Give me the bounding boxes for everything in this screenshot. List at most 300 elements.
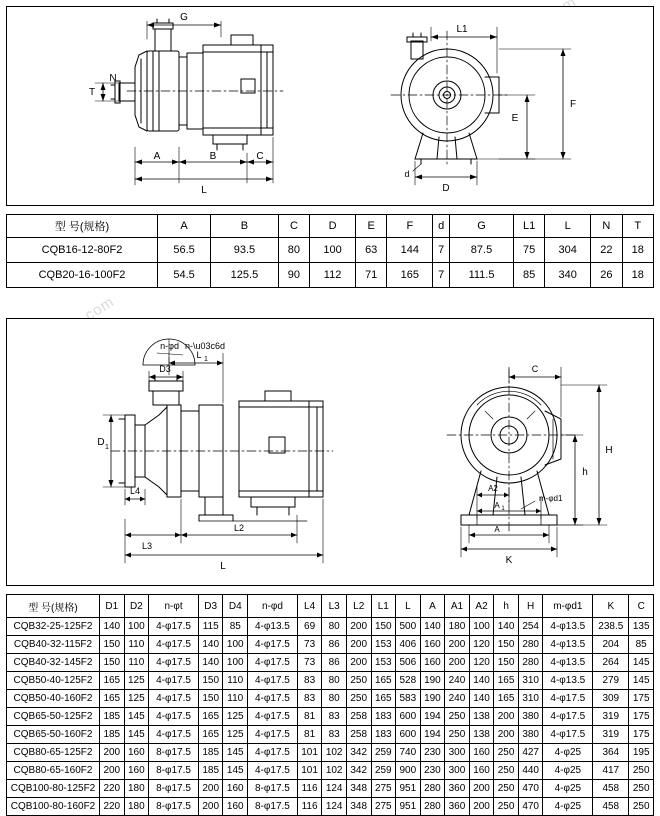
figure-large-frame [6,318,654,586]
table2-cell: 165 [100,690,125,708]
table2-cell: CQB100-80-125F2 [7,780,100,798]
svg-text:G: G [180,12,188,23]
table2-cell: 380 [518,708,543,726]
table2-cell: CQB65-50-125F2 [7,708,100,726]
table2-cell: 309 [593,690,629,708]
table2-cell: 160 [223,780,248,798]
table2-cell: 185 [198,744,223,762]
table-row [7,654,654,672]
table1-cell: 18 [622,238,653,263]
table2-cell: 250 [346,672,371,690]
svg-text:1: 1 [501,506,505,512]
table-row [7,726,654,744]
table2-cell: 160 [469,762,494,780]
table2-cell: 180 [124,798,149,816]
table1-header-cell: 型 号(规格) [7,215,158,238]
table2-cell: 100 [124,618,149,636]
table1-cell: CQB16-12-80F2 [7,238,158,263]
table2-cell: 120 [469,654,494,672]
table2-header-cell: h [494,595,519,618]
table2-cell: 364 [593,744,629,762]
table1-cell: 87.5 [450,238,514,263]
table2-cell: 200 [469,798,494,816]
table2-cell: 458 [593,798,629,816]
table2-cell: 102 [322,762,347,780]
table2-cell: 951 [396,780,421,798]
table2-cell: 160 [469,744,494,762]
table2-cell: 200 [445,636,470,654]
table2-cell: 8-φ17.5 [149,780,199,798]
table2-cell: 180 [124,780,149,798]
svg-text:n-\u03c6d: n-\u03c6d [185,341,226,351]
svg-text:C: C [256,151,264,162]
table1-cell: 304 [545,238,591,263]
table2-cell: 258 [346,708,371,726]
table2-cell: 4-φ25 [543,744,593,762]
table2-header-cell: H [518,595,543,618]
table2-cell: 124 [322,798,347,816]
table1-cell: 63 [356,238,387,263]
table1-cell: 90 [278,263,309,288]
table2-cell: 259 [371,762,396,780]
table2-header-cell: D4 [223,595,248,618]
table2-cell: 280 [420,798,445,816]
table2-cell: 175 [629,690,654,708]
table2-cell: 200 [494,708,519,726]
table2-cell: 528 [396,672,421,690]
table1-header-cell: E [356,215,387,238]
table1-header-cell: T [622,215,653,238]
table2-cell: 110 [124,654,149,672]
table2-cell: 348 [346,780,371,798]
table2-cell: 124 [322,780,347,798]
table2-cell: 900 [396,762,421,780]
table-row [7,238,654,263]
table2-cell: 310 [518,672,543,690]
table2-cell: 145 [223,762,248,780]
table2-cell: 8-φ17.5 [149,798,199,816]
table-row [7,708,654,726]
table2-cell: 140 [198,636,223,654]
table2-cell: 348 [346,798,371,816]
table1-cell: 80 [278,238,309,263]
table2-cell: 4-φ17.5 [149,654,199,672]
svg-text:L4: L4 [129,486,141,496]
table2-cell: 240 [445,672,470,690]
figure-small-frame [6,6,654,206]
table-row [7,690,654,708]
table1-cell: 100 [310,238,356,263]
table2-cell: 470 [518,798,543,816]
table2-cell: 116 [297,780,322,798]
table2-header-cell: m-φd1 [543,595,593,618]
table1-header-cell: D [310,215,356,238]
table2-cell: 280 [420,780,445,798]
table2-cell: 250 [629,780,654,798]
table2-cell: 138 [469,708,494,726]
table2-cell: 264 [593,654,629,672]
table2-cell: 86 [322,636,347,654]
table2-cell: 4-φ13.5 [543,654,593,672]
table2-cell: 145 [124,726,149,744]
table2-cell: CQB32-25-125F2 [7,618,100,636]
table1-cell: 71 [356,263,387,288]
table-row [7,762,654,780]
table2-header-cell: n-φt [149,595,199,618]
table2-cell: CQB80-65-160F2 [7,762,100,780]
table2-cell: 175 [629,726,654,744]
table2-cell: 190 [420,672,445,690]
table2-cell: 115 [198,618,223,636]
table1-header-cell: L1 [513,215,544,238]
table1-cell: 340 [545,263,591,288]
svg-text:m-φd1: m-φd1 [539,494,563,503]
table-large-frame [6,594,654,816]
table2-cell: 81 [297,726,322,744]
table2-cell: 140 [494,618,519,636]
svg-text:C: C [531,364,539,374]
table2-cell: 4-φ17.5 [543,708,593,726]
table2-cell: 4-φ17.5 [248,636,298,654]
table2-cell: 153 [371,654,396,672]
table2-cell: 135 [629,618,654,636]
table2-cell: 165 [494,690,519,708]
table2-cell: 342 [346,744,371,762]
table-row [7,744,654,762]
table2-cell: 140 [198,654,223,672]
svg-text:H: H [605,445,613,456]
table2-cell: 4-φ17.5 [248,690,298,708]
table2-cell: 506 [396,654,421,672]
table1-cell: 112 [310,263,356,288]
table2-cell: CQB100-80-160F2 [7,798,100,816]
table2-cell: 183 [371,708,396,726]
table2-cell: 200 [198,798,223,816]
table2-cell: 200 [494,726,519,744]
table2-cell: 150 [371,618,396,636]
table2-cell: 194 [420,726,445,744]
table2-cell: 150 [100,636,125,654]
table2-cell: 194 [420,708,445,726]
svg-text:B: B [209,151,217,162]
table2-cell: 101 [297,744,322,762]
table2-cell: 4-φ13.5 [543,618,593,636]
table2-cell: CQB50-40-160F2 [7,690,100,708]
table2-cell: 600 [396,726,421,744]
table2-cell: 140 [420,618,445,636]
table2-cell: 583 [396,690,421,708]
table2-cell: 145 [629,672,654,690]
svg-text:E: E [511,113,519,124]
table-row [7,780,654,798]
table2-cell: 319 [593,726,629,744]
table2-cell: 250 [445,726,470,744]
table2-cell: 4-φ17.5 [248,762,298,780]
table1-cell: 125.5 [211,263,279,288]
table2-cell: 458 [593,780,629,798]
table2-cell: 200 [198,780,223,798]
table2-cell: 440 [518,762,543,780]
svg-text:L: L [201,185,207,196]
table2-cell: 254 [518,618,543,636]
table1-cell: 144 [387,238,433,263]
table2-cell: 4-φ17.5 [248,726,298,744]
table2-cell: 4-φ17.5 [248,654,298,672]
table1-cell: 18 [622,263,653,288]
table2-cell: 500 [396,618,421,636]
table2-cell: 342 [346,762,371,780]
table2-cell: 185 [100,708,125,726]
table2-cell: 259 [371,744,396,762]
svg-text:1: 1 [204,356,208,363]
table2-header-cell: D2 [124,595,149,618]
table2-cell: 165 [198,708,223,726]
table2-cell: 125 [223,708,248,726]
table1-cell: 93.5 [211,238,279,263]
table2-header-cell: L4 [297,595,322,618]
table2-cell: 150 [198,690,223,708]
table2-cell: 195 [629,744,654,762]
svg-text:L3: L3 [141,541,153,551]
table2-header-cell: 型 号(规格) [7,595,100,618]
table2-cell: 120 [469,636,494,654]
table2-cell: 110 [223,672,248,690]
table2-cell: 250 [629,762,654,780]
table2-cell: CQB40-32-145F2 [7,654,100,672]
table2-cell: 250 [494,798,519,816]
table2-cell: 83 [322,726,347,744]
table-header-row [7,215,654,238]
table1-cell: 26 [591,263,622,288]
table2-cell: 73 [297,654,322,672]
table2-cell: 238.5 [593,618,629,636]
table2-cell: 4-φ17.5 [248,744,298,762]
table2-header-cell: D1 [100,595,125,618]
table2-cell: 125 [223,726,248,744]
table2-header-cell: C [629,595,654,618]
table2-header-cell: A2 [469,595,494,618]
table2-cell: 4-φ25 [543,798,593,816]
table2-cell: 80 [322,672,347,690]
table2-cell: 8-φ17.5 [248,798,298,816]
table2-header-cell: D3 [198,595,223,618]
table2-cell: 160 [124,762,149,780]
table2-cell: 153 [371,636,396,654]
table2-header-cell: L2 [346,595,371,618]
table2-cell: 4-φ25 [543,780,593,798]
table2-cell: 190 [420,690,445,708]
svg-text:L: L [220,561,226,572]
table2-cell: 145 [124,708,149,726]
table2-cell: 200 [346,618,371,636]
table2-cell: 102 [322,744,347,762]
table2-cell: 73 [297,636,322,654]
table2-cell: 300 [445,744,470,762]
table1-cell: 111.5 [450,263,514,288]
table2-cell: 220 [100,780,125,798]
table2-cell: 427 [518,744,543,762]
table1-header-cell: G [450,215,514,238]
table2-cell: 140 [469,672,494,690]
table2-cell: CQB40-32-115F2 [7,636,100,654]
table2-cell: 4-φ17.5 [248,708,298,726]
table2-cell: 180 [445,618,470,636]
table2-cell: 125 [124,690,149,708]
table2-cell: 4-φ13.5 [248,618,298,636]
table2-cell: 160 [223,798,248,816]
table2-cell: 200 [445,654,470,672]
table2-cell: 300 [445,762,470,780]
table2-cell: 8-φ17.5 [149,744,199,762]
table2-cell: 100 [223,654,248,672]
table1-header-cell: B [211,215,279,238]
svg-text:D3: D3 [159,364,171,374]
table2-cell: CQB80-65-125F2 [7,744,100,762]
table2-cell: 380 [518,726,543,744]
svg-text:L2: L2 [233,523,245,533]
table2-cell: 279 [593,672,629,690]
table2-cell: 250 [629,798,654,816]
table2-cell: 185 [100,726,125,744]
table2-cell: 145 [223,744,248,762]
table2-cell: 185 [198,762,223,780]
table2-cell: 250 [494,744,519,762]
svg-text:1: 1 [105,444,109,451]
table2-cell: 360 [445,798,470,816]
table2-header-cell: A [420,595,445,618]
figure1-drawing [7,7,653,205]
table2-cell: 230 [420,762,445,780]
table2-cell: 81 [297,708,322,726]
table2-cell: 110 [124,636,149,654]
table2-cell: 258 [346,726,371,744]
table2-cell: 250 [346,690,371,708]
table2-cell: 250 [445,708,470,726]
table2-cell: 165 [371,690,396,708]
table2-cell: 4-φ17.5 [149,672,199,690]
table2-cell: 200 [346,654,371,672]
table2-cell: 4-φ17.5 [149,618,199,636]
table2-cell: 275 [371,780,396,798]
table2-cell: 250 [494,780,519,798]
table2-cell: 4-φ25 [543,762,593,780]
table2-cell: 4-φ17.5 [149,690,199,708]
table2-header-cell: A1 [445,595,470,618]
table2-cell: 4-φ13.5 [543,636,593,654]
table2-cell: 220 [100,798,125,816]
table2-cell: 319 [593,708,629,726]
svg-text:L: L [196,350,202,360]
table2-cell: 145 [629,654,654,672]
table2-cell: 160 [124,744,149,762]
table1-header-cell: C [278,215,309,238]
table2-cell: 230 [420,744,445,762]
svg-text:L1: L1 [456,24,468,35]
table2-cell: 69 [297,618,322,636]
table-row [7,798,654,816]
table2-cell: 8-φ17.5 [149,762,199,780]
table2-cell: 165 [371,672,396,690]
table2-cell: 101 [297,762,322,780]
table1-cell: 75 [513,238,544,263]
svg-text:F: F [569,99,577,110]
svg-text:d: d [404,169,410,179]
svg-text:n-φd: n-φd [160,341,179,351]
table1-header-cell: A [158,215,211,238]
table2-cell: 100 [469,618,494,636]
table2-cell: 138 [469,726,494,744]
table1-cell: 85 [513,263,544,288]
svg-text:h: h [582,467,588,478]
table-small-frame [6,214,654,288]
svg-text:N: N [109,73,117,84]
table2-cell: 160 [420,654,445,672]
table2-cell: 165 [494,672,519,690]
table2-cell: 275 [371,798,396,816]
table2-cell: 4-φ17.5 [149,708,199,726]
table2-header-cell: K [593,595,629,618]
table2-cell: 83 [297,690,322,708]
table2-cell: 125 [124,672,149,690]
table2-cell: 417 [593,762,629,780]
table2-cell: 80 [322,690,347,708]
table2-cell: 240 [445,690,470,708]
table2-cell: 165 [100,672,125,690]
svg-text:A2: A2 [488,484,498,493]
table1-header-cell: L [545,215,591,238]
table-header-row [7,595,654,618]
table1-header-cell: N [591,215,622,238]
table1-header-cell: F [387,215,433,238]
table2-cell: 85 [629,636,654,654]
table2-cell: 4-φ17.5 [543,690,593,708]
table2-cell: 150 [494,654,519,672]
table2-cell: 200 [469,780,494,798]
table1-cell: 22 [591,238,622,263]
table2-cell: 4-φ13.5 [543,672,593,690]
table2-cell: 280 [518,636,543,654]
table2-cell: 183 [371,726,396,744]
table-row [7,672,654,690]
table2-cell: 600 [396,708,421,726]
table2-cell: 406 [396,636,421,654]
table2-cell: 100 [223,636,248,654]
table2-cell: 165 [198,726,223,744]
table1-cell: CQB20-16-100F2 [7,263,158,288]
table2-cell: 360 [445,780,470,798]
table2-cell: 83 [297,672,322,690]
table2-cell: 140 [469,690,494,708]
table-row [7,636,654,654]
table-row [7,618,654,636]
table2-cell: 200 [100,744,125,762]
table2-cell: 740 [396,744,421,762]
svg-text:T: T [88,87,96,98]
table2-cell: 4-φ17.5 [149,726,199,744]
table2-header-cell: L1 [371,595,396,618]
table-row [7,263,654,288]
table2-cell: 110 [223,690,248,708]
svg-text:A: A [494,525,500,534]
table1-cell: 7 [433,238,450,263]
table1-cell: 54.5 [158,263,211,288]
table2-header-cell: n-φd [248,595,298,618]
table2-cell: 86 [322,654,347,672]
table2-cell: 140 [100,618,125,636]
table2-cell: 83 [322,708,347,726]
table1-cell: 165 [387,263,433,288]
table2-cell: 4-φ17.5 [543,726,593,744]
